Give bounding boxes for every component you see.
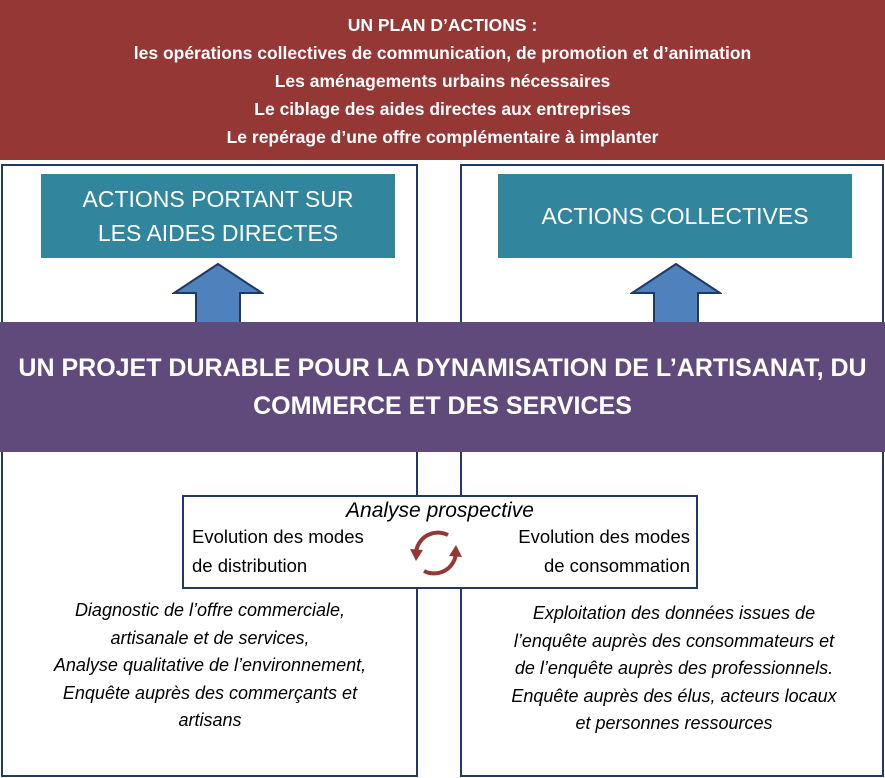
right-detail-line: et personnes ressources: [575, 713, 773, 733]
up-arrow-icon: [172, 262, 264, 326]
left-detail-line: Analyse qualitative de l’environnement,: [53, 655, 367, 675]
direct-aid-actions-box: [41, 174, 395, 258]
banner-line-direct-aid: Le ciblage des aides directes aux entreprises: [254, 99, 631, 119]
distribution-evolution-line-1: Evolution des modes: [192, 526, 364, 547]
survey-exploitation-text: [468, 600, 880, 738]
left-detail-line: artisans: [178, 710, 242, 730]
collective-actions-box: [498, 174, 852, 258]
commercial-diagnostic-text: [10, 597, 410, 735]
left-detail-line: artisanale et de services,: [110, 627, 310, 648]
cycle-arrows-icon: [406, 523, 466, 583]
banner-line-complementary-offer: Le repérage d’une offre complémentaire à implanter: [226, 127, 659, 147]
right-detail-line: Exploitation des données issues de: [532, 603, 816, 623]
right-detail-line: Enquête auprès des élus, acteurs locaux: [511, 685, 837, 706]
sustainable-project-band: [0, 322, 885, 452]
consumption-evolution-line-1: Evolution des modes: [518, 526, 690, 547]
banner-line-urban-works: Les aménagements urbains nécessaires: [274, 71, 611, 91]
banner-title: UN PLAN D’ACTIONS :: [347, 15, 538, 35]
project-title-line-1: UN PROJET DURABLE POUR LA DYNAMISATION DE L’ARTISANAT, DU: [18, 354, 867, 382]
distribution-evolution-text: [192, 522, 402, 580]
collective-actions-label: ACTIONS COLLECTIVES: [541, 203, 809, 229]
action-plan-banner: [0, 0, 885, 160]
up-arrow-icon: [630, 262, 722, 326]
prospective-analysis-title: Analyse prospective: [346, 499, 534, 522]
direct-aid-actions-line-2: LES AIDES DIRECTES: [97, 220, 339, 246]
consumption-evolution-text: [480, 522, 690, 580]
project-title-line-2: COMMERCE ET DES SERVICES: [253, 392, 632, 420]
banner-line-collective-operations: les opérations collectives de communication, de promotion et d’animation: [133, 43, 752, 63]
distribution-evolution-line-2: de distribution: [192, 555, 308, 576]
consumption-evolution-line-2: de consommation: [543, 555, 690, 576]
right-detail-line: de l’enquête auprès des professionnels.: [514, 658, 834, 678]
direct-aid-actions-line-1: ACTIONS PORTANT SUR: [82, 186, 354, 212]
right-detail-line: l’enquête auprès des consommateurs et: [513, 630, 835, 651]
left-detail-line: Enquête auprès des commerçants et: [62, 682, 358, 703]
prospective-analysis-box: [182, 495, 698, 589]
left-detail-line: Diagnostic de l’offre commerciale,: [74, 600, 346, 620]
